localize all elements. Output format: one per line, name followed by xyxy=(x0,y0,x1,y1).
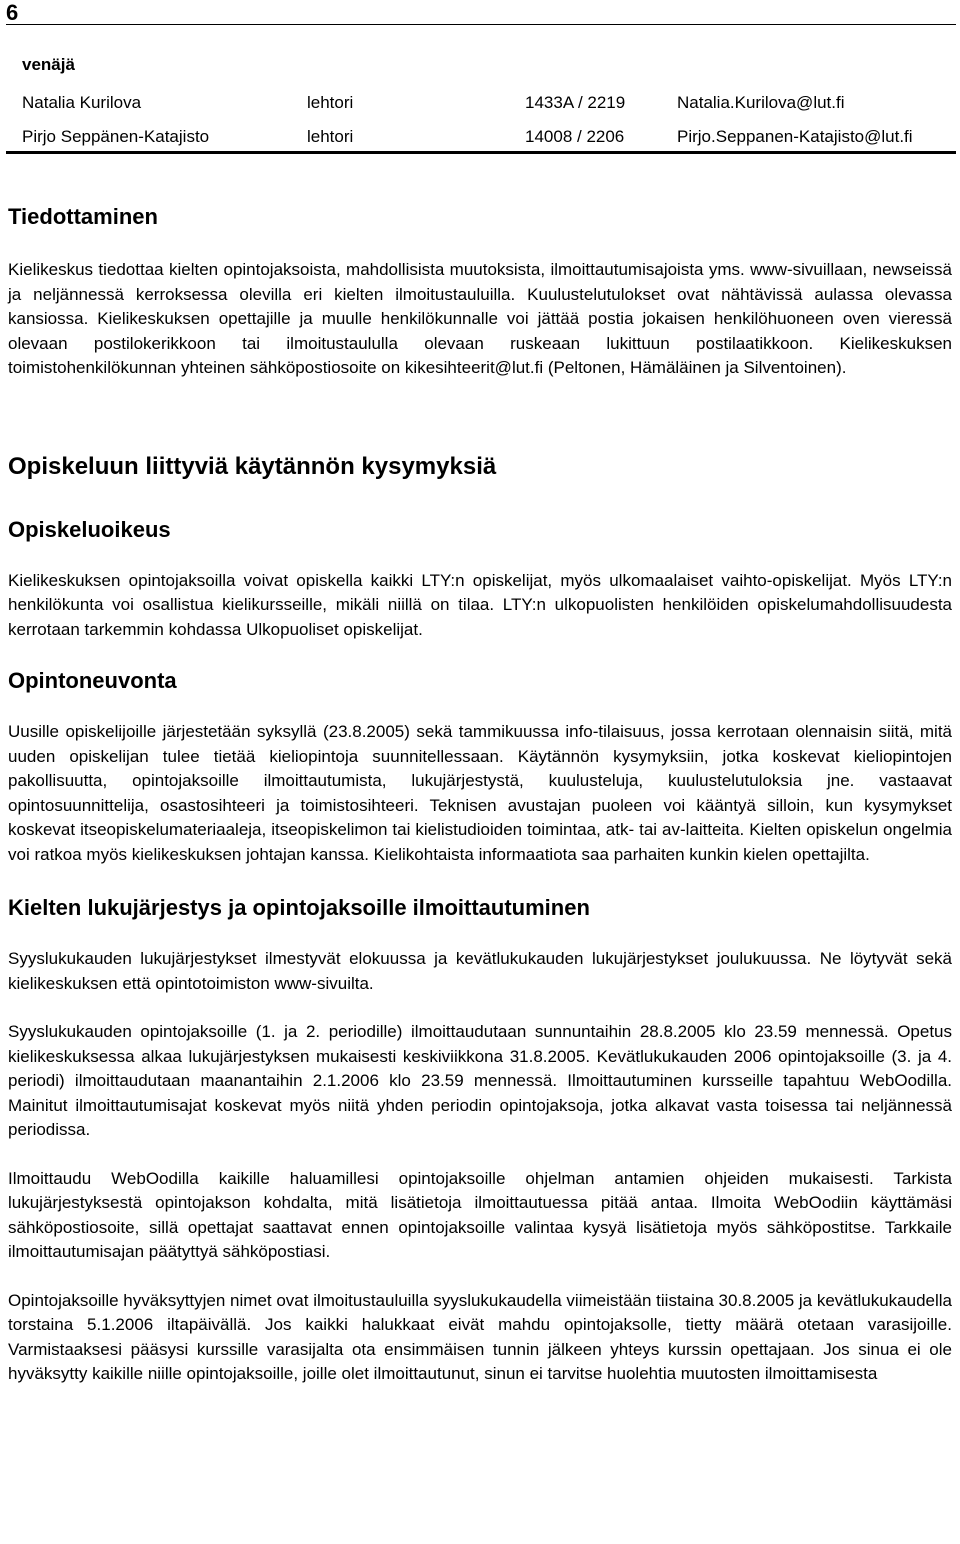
document-body xyxy=(8,200,952,1387)
section-heading-opiskeluoikeus: Opiskeluoikeus xyxy=(8,516,171,542)
paragraph-lukujarjestys-3: Ilmoittaudu WebOodilla kaikille haluamillesi opintojaksoille ohjelman antamien ohjeiden mukaisesti. Tarkista lukujärjestyksestä opintojakson kohdalta, mitä lisätietoja ilmoittautuessa pitää antaa. Ilmoita WebOodiin käyttämäsi sähköpostiosoite, sillä opettajat saattavat ennen opintojaksoille valintaa kysyä lisätietoja myös sähköpostitse. Tarkkaile ilmoittautumisajan päätyttyä sähköpostiasi. xyxy=(8,1168,952,1261)
paragraph-lukujarjestys-4: Opintojaksoille hyväksyttyjen nimet ovat ilmoitustauluilla syyslukukaudella viimeistään tiistaina 30.8.2005 ja kevätlukukaudella torstaina 5.1.2006 iltapäivällä. Jos kaikki halukkaat eivät mahdu opintojaksolle, tietty määrä otetaan varasijoille. Varmistaaksesi pääsysi kurssille varasijalta ota ensimmäisen tunnin jälkeen yhteys kurssin opettajaan. Jos sinua ei ole hyväksytty kaikille niille opintojaksoille, joille olet ilmoittautunut, sinun ei tarvitse huolehtia muutosten ilmoittamisesta xyxy=(8,1290,952,1383)
header-rule xyxy=(6,24,956,25)
contact-name: Natalia Kurilova xyxy=(22,93,142,112)
page-number: 6 xyxy=(6,0,19,25)
paragraph-opintoneuvonta: Uusille opiskelijoille järjestetään syksyllä (23.8.2005) sekä tammikuussa info-tilaisuus, jossa kerrotaan olennaisin siitä, mitä uuden opiskelijan tulee tietää kieliopintoja suunnitellessaan. Käytännön kysymyksiin, jotka koskevat kieliopintojen pakollisuutta, opintojaksoille ilmoittautumista, lukujärjestystä, kuulusteluja, kuulustelutuloksia jne. vastaavat opintosuunnittelija, osastosihteeri ja toimistosihteeri. Teknisen avustajan puoleen voi kääntyä silloin, kun kysymykset koskevat itseopiskelumateriaaleja, itseopiskelimon tai kielistudioiden toimintaa, atk- tai av-laitteita. Kielten opiskelun ongelmia voi ratkoa myös kielikeskuksen johtajan kanssa. Kielikohtaista informaatiota saa parhaiten kunkin kielen opettajilta. xyxy=(8,722,952,864)
contacts-rule xyxy=(6,151,956,154)
contact-title: lehtori xyxy=(307,93,354,112)
contact-title: lehtori xyxy=(307,127,354,146)
paragraph-lukujarjestys-2: Syyslukukauden opintojaksoille (1. ja 2. periodille) ilmoittaudutaan sunnuntaihin 28.8.2005 klo 23.59 mennessä. Opetus kielikeskuksessa alkaa lukujärjestyksen mukaisesti keskiviikkona 31.8.2005. Kevätlukukauden 2006 opintojaksoille (3. ja 4. periodi) ilmoittaudutaan maanantaihin 2.1.2006 klo 23.59 mennessä. Ilmoittautuminen kursseille tapahtuu WebOodilla. Mainitut ilmoittautumisajat koskevat myös niitä yhden periodin opintojaksoja, jotka alkavat vasta toisessa tai neljännessä periodissa. xyxy=(8,1022,952,1139)
contact-email: Natalia.Kurilova@lut.fi xyxy=(677,93,845,112)
contact-phone: 1433A / 2219 xyxy=(525,93,626,112)
contact-phone: 14008 / 2206 xyxy=(525,127,625,146)
section-heading-tiedottaminen: Tiedottaminen xyxy=(8,204,158,229)
contact-email: Pirjo.Seppanen-Katajisto@lut.fi xyxy=(677,127,913,146)
section-heading-opintoneuvonta: Opintoneuvonta xyxy=(8,668,177,693)
contact-row xyxy=(22,86,913,120)
paragraph-tiedottaminen: Kielikeskus tiedottaa kielten opintojaksoista, mahdollisista muutoksista, ilmoittautumisajoista yms. www-sivuillaan, newseissä ja neljännessä kerroksessa olevilla eri kielten ilmoitustauluilla. Kuulustelutulokset ovat nähtävissä aulassa olevassa kansiossa. Kielikeskuksen opettajille ja muulle henkilökunnalle voi jättää postia jokaisen henkilöhuoneen oven vieressä olevaan postilokerikkoon tai ilmoitustaululla olevaan ruskeaan lukittuun postilaatikkoon. Kielikeskuksen toimistohenkilökunnan yhteinen sähköpostiosoite on kikesihteerit@lut.fi (Peltonen, Hämäläinen ja Silventoinen). xyxy=(8,260,952,377)
language-label: venäjä xyxy=(22,55,75,74)
section-heading-kaytannon: Opiskeluun liittyviä käytännön kysymyksiä xyxy=(8,452,497,480)
contact-table xyxy=(22,86,913,154)
contact-name: Pirjo Seppänen-Katajisto xyxy=(22,127,210,146)
paragraph-opiskeluoikeus: Kielikeskuksen opintojaksoilla voivat opiskella kaikki LTY:n opiskelijat, myös ulkomaalaiset vaihto-opiskelijat. Myös LTY:n henkilökunta voi osallistua kielikursseille, mikäli niillä on tilaa. LTY:n ulkopuolisten henkilöiden opiskelumahdollisuudesta kerrotaan tarkemmin kohdassa Ulkopuoliset opiskelijat. xyxy=(8,570,952,639)
contact-row xyxy=(22,120,913,154)
section-heading-lukujarjestys: Kielten lukujärjestys ja opintojaksoille ilmoittautuminen xyxy=(8,895,590,920)
paragraph-lukujarjestys-1: Syyslukukauden lukujärjestykset ilmestyvät elokuussa ja kevätlukukauden lukujärjestykset joulukuussa. Ne löytyvät sekä kielikeskuksen että opintotoimiston www-sivuilta. xyxy=(8,949,952,993)
